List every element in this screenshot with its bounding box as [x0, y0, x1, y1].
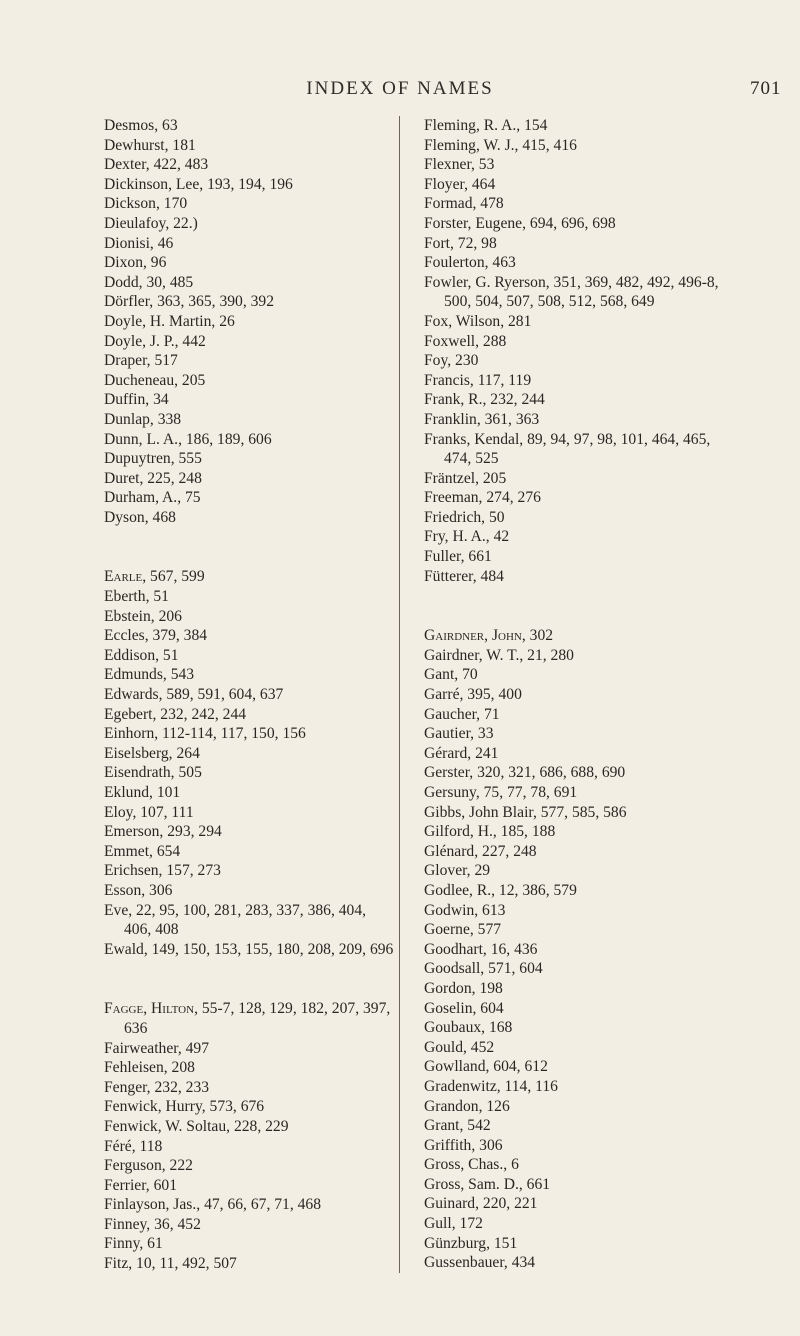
index-entry: Günzburg, 151: [424, 1234, 518, 1252]
index-entry: Gross, Chas., 6: [424, 1156, 519, 1174]
index-entry: Erichsen, 157, 273: [104, 862, 221, 880]
index-entry: Fry, H. A., 42: [424, 528, 510, 546]
index-entry: Draper, 517: [104, 352, 178, 370]
index-entry: Gross, Sam. D., 661: [424, 1175, 551, 1193]
index-entry: Edmunds, 543: [104, 666, 195, 684]
index-entry: Griffith, 306: [424, 1136, 503, 1154]
index-entry: Dickson, 170: [104, 195, 188, 213]
index-entry: Dupuytren, 555: [104, 450, 202, 468]
index-entry: Foxwell, 288: [424, 332, 507, 350]
index-entry: Gautier, 33: [424, 725, 494, 743]
index-entry: Fowler, G. Ryerson, 351, 369, 482, 492, 496-8, 500, 504, 507, 508, 512, 568, 649: [424, 273, 719, 311]
index-entry: Eiselsberg, 264: [104, 744, 200, 762]
index-entry: Fagge, Hilton, 55-7, 128, 129, 182, 207, 397, 636: [104, 1000, 391, 1037]
index-entry: Frank, R., 232, 244: [424, 391, 545, 409]
section-gap: [104, 527, 396, 567]
index-entry: Formad, 478: [424, 195, 504, 213]
index-entry: Fox, Wilson, 281: [424, 312, 532, 330]
index-entry: Fräntzel, 205: [424, 469, 507, 487]
page-number: 701: [750, 78, 782, 99]
index-entry: Gradenwitz, 114, 116: [424, 1077, 558, 1095]
index-entry: Gibbs, John Blair, 577, 585, 586: [424, 803, 627, 821]
index-entry: Gordon, 198: [424, 979, 503, 997]
index-entry: Finney, 36, 452: [104, 1215, 201, 1233]
index-entry: Gilford, H., 185, 188: [424, 823, 556, 841]
index-entry: Fenwick, Hurry, 573, 676: [104, 1098, 265, 1116]
index-entry: Eloy, 107, 111: [104, 803, 194, 821]
index-entry: Fuller, 661: [424, 548, 492, 566]
index-entry: Goodhart, 16, 436: [424, 940, 538, 958]
index-entry: Edwards, 589, 591, 604, 637: [104, 686, 284, 704]
index-entry: Eccles, 379, 384: [104, 627, 208, 645]
index-entry: Forster, Eugene, 694, 696, 698: [424, 214, 616, 232]
index-entry: Eve, 22, 95, 100, 281, 283, 337, 386, 404, 406, 408: [104, 901, 367, 939]
index-entry: Dörfler, 363, 365, 390, 392: [104, 293, 275, 311]
index-entry: Fenger, 232, 233: [104, 1078, 210, 1096]
index-entry: Glover, 29: [424, 862, 491, 880]
index-entry: Ducheneau, 205: [104, 371, 206, 389]
index-entry: Gant, 70: [424, 666, 478, 684]
index-column-right: [399, 116, 734, 1273]
index-entry: Esson, 306: [104, 881, 173, 899]
index-entry: Féré, 118: [104, 1137, 163, 1155]
index-entry: Fairweather, 497: [104, 1039, 210, 1057]
index-entry: Gull, 172: [424, 1215, 483, 1233]
index-entry: Doyle, H. Martin, 26: [104, 312, 235, 330]
index-entry: Fort, 72, 98: [424, 234, 497, 252]
index-entry: Finlayson, Jas., 47, 66, 67, 71, 468: [104, 1196, 322, 1214]
index-entry: Guinard, 220, 221: [424, 1195, 538, 1213]
index-entry: Dodd, 30, 485: [104, 273, 194, 291]
index-entry: Duffin, 34: [104, 391, 169, 409]
index-entry: Finny, 61: [104, 1235, 163, 1253]
index-entry: Franklin, 361, 363: [424, 410, 540, 428]
index-entry: Dunn, L. A., 186, 189, 606: [104, 430, 272, 448]
index-entry: Dixon, 96: [104, 254, 167, 272]
section-gap: [104, 959, 396, 999]
index-entry: Godlee, R., 12, 386, 579: [424, 881, 577, 899]
index-entry: Dewhurst, 181: [104, 136, 196, 154]
index-entry: Goodsall, 571, 604: [424, 960, 543, 978]
index-entry: Einhorn, 112-114, 117, 150, 156: [104, 725, 306, 743]
index-entry: Dyson, 468: [104, 508, 176, 526]
index-entry: Goubaux, 168: [424, 1019, 513, 1037]
index-entry: Foy, 230: [424, 352, 479, 370]
index-entry: Gersuny, 75, 77, 78, 691: [424, 784, 578, 801]
index-column-left: [104, 116, 396, 1274]
index-entry: Dickinson, Lee, 193, 194, 196: [104, 175, 293, 193]
index-entry: Desmos, 63: [104, 117, 178, 134]
index-entry: Durham, A., 75: [104, 489, 201, 507]
index-entry: Goselin, 604: [424, 999, 504, 1017]
index-entry: Ebstein, 206: [104, 607, 182, 625]
index-entry: Gairdner, John, 302: [424, 627, 554, 645]
index-entry: Gowlland, 604, 612: [424, 1058, 548, 1076]
index-entry: Eklund, 101: [104, 784, 181, 801]
index-entry: Eddison, 51: [104, 646, 179, 664]
index-entry: Dieulafoy, 22.): [104, 214, 198, 232]
index-entry: Fitz, 10, 11, 492, 507: [104, 1255, 237, 1273]
index-entry: Friedrich, 50: [424, 508, 505, 526]
index-entry: Goerne, 577: [424, 921, 502, 939]
index-entry: Foulerton, 463: [424, 254, 516, 272]
index-entry: Ferguson, 222: [104, 1157, 193, 1175]
index-entry: Dunlap, 338: [104, 410, 182, 428]
index-entry: Grant, 542: [424, 1117, 491, 1135]
index-entry: Ewald, 149, 150, 153, 155, 180, 208, 209, 696: [104, 940, 394, 958]
index-entry: Emerson, 293, 294: [104, 823, 222, 841]
index-entry: Doyle, J. P., 442: [104, 332, 206, 350]
index-entry: Earle, 567, 599: [104, 568, 205, 586]
index-entry: Eisendrath, 505: [104, 764, 202, 782]
index-entry: Fütterer, 484: [424, 567, 504, 585]
index-entry: Gussenbauer, 434: [424, 1254, 536, 1272]
index-entry: Ferrier, 601: [104, 1176, 177, 1194]
index-entry: Fleming, R. A., 154: [424, 117, 548, 134]
index-entry: Flexner, 53: [424, 156, 495, 174]
index-entry: Franks, Kendal, 89, 94, 97, 98, 101, 464, 465, 474, 525: [424, 430, 711, 468]
index-entry: Gaucher, 71: [424, 705, 500, 723]
index-entry: Garré, 395, 400: [424, 686, 522, 704]
index-entry: Francis, 117, 119: [424, 371, 532, 389]
index-entry: Gould, 452: [424, 1038, 495, 1056]
section-gap: [424, 586, 734, 626]
index-entry: Fehleisen, 208: [104, 1059, 195, 1077]
index-entry: Egebert, 232, 242, 244: [104, 705, 247, 723]
index-entry: Duret, 225, 248: [104, 469, 202, 487]
index-entry: Gairdner, W. T., 21, 280: [424, 646, 574, 664]
index-entry: Freeman, 274, 276: [424, 489, 541, 507]
index-entry: Dexter, 422, 483: [104, 156, 209, 174]
page-title: INDEX OF NAMES: [306, 78, 494, 99]
index-entry: Godwin, 613: [424, 901, 506, 919]
index-entry: Dionisi, 46: [104, 234, 174, 252]
index-entry: Glénard, 227, 248: [424, 842, 537, 860]
index-entry: Gerster, 320, 321, 686, 688, 690: [424, 764, 626, 782]
index-entry: Floyer, 464: [424, 175, 496, 193]
index-entry: Grandon, 126: [424, 1097, 510, 1115]
index-entry: Fenwick, W. Soltau, 228, 229: [104, 1117, 289, 1135]
index-entry: Emmet, 654: [104, 842, 181, 860]
index-entry: Eberth, 51: [104, 588, 169, 606]
index-entry: Gérard, 241: [424, 744, 499, 762]
index-entry: Fleming, W. J., 415, 416: [424, 136, 577, 154]
